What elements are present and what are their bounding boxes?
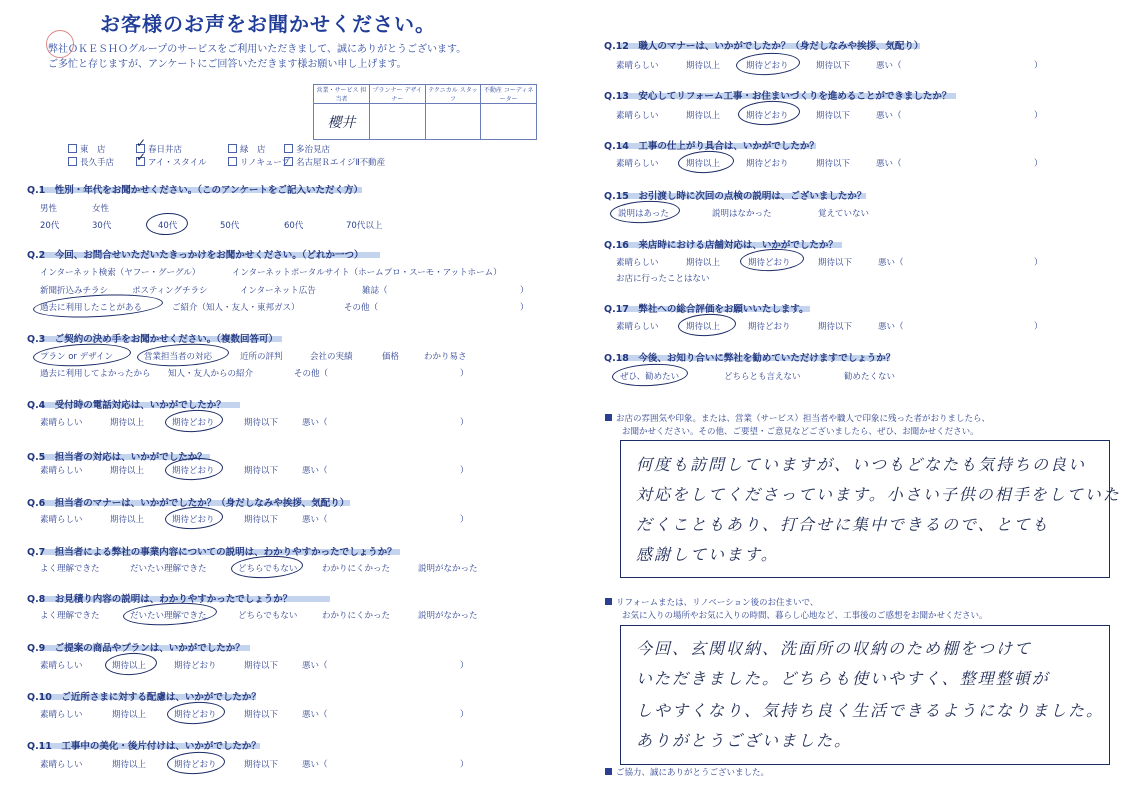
comment1-line: 対応をしてくださっています。小さい子供の相手をしていた (636, 485, 1121, 504)
check-mark-icon: ✓ (136, 150, 147, 164)
q9-option: ） (460, 661, 469, 671)
q2-option: ポスティングチラシ (132, 286, 208, 296)
q3-option: 価格 (382, 352, 400, 362)
q10-option: 素晴らしい (40, 710, 83, 720)
footer-thanks: ご協力、誠にありがとうございました。 (605, 767, 769, 780)
intro-line-2: ご多忙と存じますが、アンケートにご回答いただきます様お願い申し上げます。 (48, 59, 407, 70)
staff-realestate-cell (481, 104, 537, 140)
q5-label: Q.5 担当者の対応は、いかがでしたか？ (27, 452, 207, 463)
q8-option: 説明がなかった (418, 611, 478, 621)
answer-circle (104, 652, 157, 677)
q2-option: ） (520, 303, 529, 313)
comment2-prompt-2: お気に入りの場所やお気に入りの時間、暮らし心地など、工事後のご感想をお聞かせください。 (622, 611, 988, 621)
q18-option-selected: ぜひ、勧めたい (620, 372, 680, 382)
q2-label: Q.2 今回、お問合せいただいたきっかけをお聞かせください。（どれか一つ） (27, 250, 364, 261)
q11-label: Q.11 工事中の美化・後片付けは、いかがでしたか？ (27, 741, 261, 752)
q15-option: 覚えていない (818, 209, 870, 219)
staff-header-planner: プランナー デザイナー (369, 85, 425, 104)
q17-option-selected: 期待以上 (686, 322, 721, 332)
q1-option: 20代 (40, 221, 60, 231)
q2-option: ） (520, 286, 529, 296)
q2-option: ご紹介（知人・友人・東邦ガス） (172, 303, 300, 313)
answer-circle (739, 247, 804, 272)
answer-circle (677, 312, 736, 337)
q5-option-selected: 期待どおり (172, 466, 215, 476)
q4-option: 期待以下 (244, 418, 279, 428)
checkbox-icon (284, 144, 293, 153)
q12-option: 素晴らしい (616, 61, 659, 71)
comment1-line: 感謝しています。 (636, 545, 779, 564)
store-row-2 (68, 156, 385, 168)
q18-option: 勧めたくない (844, 372, 896, 382)
intro-line-1: 弊社ＯＫＥＳＨＯグループのサービスをご利用いただきまして、誠にありがとうございます。 (48, 44, 467, 55)
answer-circle (737, 99, 800, 126)
answer-circle (164, 408, 223, 433)
q2-option: インターネット広告 (240, 286, 316, 296)
q16-option-selected: 期待どおり (748, 258, 791, 268)
comment2-prompt-1: リフォームまたは、リノベーション後のお住まいで、 (605, 597, 818, 610)
checkbox-icon (68, 157, 77, 166)
q13-option: ） (1034, 111, 1043, 121)
staff-table (313, 84, 537, 140)
q7-option: だいたい理解できた (130, 564, 207, 574)
store-kasugai: 春日井店 (136, 143, 228, 155)
store-midori: 緑 店 (228, 143, 284, 155)
q6-option: ） (460, 515, 469, 525)
comment2-line: 今回、玄関収納、洗面所の収納のため棚をつけて (636, 639, 1033, 658)
q1-label: Q.1 性別・年代をお聞かせください。（このアンケートをご記入いただく方） (27, 185, 363, 196)
q4-label: Q.4 受付時の電話対応は、いかがでしたか？ (27, 400, 226, 411)
comment2-line: いただきました。どちらも使いやすく、整理整頓が (636, 669, 1050, 688)
store-nagakute: 長久手店 (68, 156, 136, 168)
q8-option: わかりにくかった (322, 611, 391, 621)
answer-circle (145, 212, 188, 236)
q1-option: 50代 (220, 221, 240, 231)
staff-header-sales: 営業・サービス 担当者 (314, 85, 370, 104)
q6-option-selected: 期待どおり (172, 515, 215, 525)
answer-circle (164, 505, 223, 530)
q16-label: Q.16 来店時における店舗対応は、いかがでしたか？ (604, 240, 838, 251)
q14-label: Q.14 工事の仕上がり具合は、いかがでしたか？ (604, 141, 819, 152)
q12-option: 悪い（ (876, 61, 902, 71)
q14-option: 期待以下 (816, 159, 851, 169)
store-row-1 (68, 143, 330, 155)
store-istyle: アイ・スタイル (136, 156, 228, 168)
q6-label: Q.6 担当者のマナーは、いかがでしたか？（身だしなみや挨拶、気配り） (27, 498, 350, 509)
answer-circle (611, 362, 688, 388)
q4-option: ） (460, 418, 469, 428)
q13-option: 期待以下 (816, 111, 851, 121)
q3-option: 会社の実績 (310, 352, 353, 362)
q11-option: 悪い（ (302, 760, 328, 770)
q3-option: 知人・友人からの紹介 (168, 369, 254, 379)
q3-option-selected: 営業担当者の対応 (144, 352, 213, 362)
q10-option: 期待以下 (244, 710, 279, 720)
q16-option: ） (1034, 258, 1043, 268)
q5-option: 悪い（ (302, 466, 328, 476)
comment1-prompt-1: お店の雰囲気や印象。または、営業（サービス）担当者や職人で印象に残った者がおりましたら、 (605, 413, 990, 426)
staff-technical-cell (425, 104, 481, 140)
q16-option: 期待以下 (818, 258, 853, 268)
q14-option: ） (1034, 159, 1043, 169)
comment2-line: しやすくなり、気持ち良く生活できるようになりました。 (636, 701, 1105, 720)
q7-option: わかりにくかった (322, 564, 391, 574)
q6-option: 期待以下 (244, 515, 279, 525)
bullet-icon (605, 768, 612, 775)
check-mark-icon: ✓ (136, 136, 147, 150)
q1-option-selected: 40代 (158, 221, 178, 231)
q2-option: 新聞折込みチラシ (40, 286, 109, 296)
q9-label: Q.9 ご提案の商品やプランは、いかがでしたか？ (27, 643, 245, 654)
q17-option: ） (1034, 322, 1043, 332)
q17-label: Q.17 弊社への総合評価をお願いいたします。 (604, 304, 809, 315)
q2-option: インターネットポータルサイト（ホームプロ・スーモ・アットホーム） (232, 268, 502, 278)
checkbox-icon (228, 157, 237, 166)
q10-label: Q.10 ご近所さまに対する配慮は、いかがでしたか？ (27, 692, 261, 703)
q1-option: 70代以上 (346, 221, 383, 231)
q11-option: 期待以下 (244, 760, 279, 770)
q7-option: よく理解できた (40, 564, 100, 574)
checkbox-icon (68, 144, 77, 153)
q7-option-selected: どちらでもない (238, 564, 298, 574)
q8-option-selected: だいたい理解できた (130, 611, 207, 621)
q4-option: 期待以上 (110, 418, 145, 428)
q9-option: 期待以下 (244, 661, 279, 671)
comment1-line: 何度も訪問していますが、いつもどなたも気持ちの良い (636, 455, 1087, 474)
q11-option: 期待以上 (112, 760, 147, 770)
q10-option: 悪い（ (302, 710, 328, 720)
answer-circle (166, 750, 225, 775)
q18-label: Q.18 今後、お知り合いに弊社を勧めていただけますでしょうか？ (604, 353, 896, 364)
q4-option-selected: 期待どおり (172, 418, 215, 428)
q17-option: 期待どおり (748, 322, 791, 332)
q17-option: 素晴らしい (616, 322, 659, 332)
q13-option-selected: 期待どおり (746, 111, 789, 121)
q13-option: 素晴らしい (616, 111, 659, 121)
q4-option: 悪い（ (302, 418, 328, 428)
q14-option: 悪い（ (876, 159, 902, 169)
q12-option: ） (1034, 61, 1043, 71)
staff-planner-cell (369, 104, 425, 140)
q3-option-selected: プラン or デザイン (40, 352, 114, 362)
q5-option: 期待以下 (244, 466, 279, 476)
q16-option: 素晴らしい (616, 258, 659, 268)
q6-option: 悪い（ (302, 515, 328, 525)
q13-label: Q.13 安心してリフォーム工事・お住まいづくりを進めることができましたか？ (604, 91, 952, 102)
q4-option: 素晴らしい (40, 418, 83, 428)
q8-option: どちらでもない (238, 611, 298, 621)
comment1-line: だくこともあり、打合せに集中できるので、とても (636, 515, 1050, 534)
q12-option: 期待以上 (686, 61, 721, 71)
q10-option-selected: 期待どおり (174, 710, 217, 720)
q3-option: その他（ (294, 369, 329, 379)
q2-option-selected: 過去に利用したことがある (40, 303, 143, 313)
q11-option: ） (460, 760, 469, 770)
q1-option: 男性 (40, 204, 58, 214)
comment1-prompt-2: お聞かせください。その他、ご要望・ご意見などございましたら、ぜひ、お聞かせください。 (622, 427, 979, 437)
store-nagoya: 名古屋ＲエイジⅡ不動産 (284, 158, 385, 168)
q5-option: 期待以上 (110, 466, 145, 476)
q8-option: よく理解できた (40, 611, 100, 621)
q7-option: 説明がなかった (418, 564, 478, 574)
q1-option: 女性 (92, 204, 110, 214)
q5-option: ） (460, 466, 469, 476)
q5-option: 素晴らしい (40, 466, 83, 476)
checkbox-icon (284, 157, 293, 166)
q3-option: ） (460, 369, 469, 379)
q18-option: どちらとも言えない (724, 372, 801, 382)
q13-option: 期待以上 (686, 111, 721, 121)
checkbox-icon (228, 144, 237, 153)
q14-option: 期待どおり (746, 159, 789, 169)
q12-option: 期待以下 (816, 61, 851, 71)
q2-option: 雑誌（ (362, 286, 388, 296)
q13-option: 悪い（ (876, 111, 902, 121)
store-renocube: リノキューブ (228, 156, 284, 168)
store-tajimi: 多治見店 (284, 145, 330, 155)
q2-option: インターネット検索（ヤフー・グーグル） (40, 268, 201, 278)
q8-label: Q.8 お見積り内容の説明は、わかりやすかったでしょうか？ (27, 594, 293, 605)
staff-sales-name: 櫻井 (314, 104, 370, 140)
answer-circle (609, 199, 680, 225)
answer-circle (32, 341, 131, 368)
q3-option: 近所の評判 (240, 352, 283, 362)
q16-option: 悪い（ (878, 258, 904, 268)
q6-option: 素晴らしい (40, 515, 83, 525)
q9-option-selected: 期待以上 (112, 661, 147, 671)
q3-label: Q.3 ご契約の決め手をお聞かせください。（複数回答可） (27, 334, 279, 345)
staff-header-realestate: 不動産 コーディネーター (481, 85, 537, 104)
q3-option: 過去に利用してよかったから (40, 369, 151, 379)
q10-option: 期待以上 (112, 710, 147, 720)
q7-label: Q.7 担当者による弊社の事業内容についての説明は、わかりやすかったでしょうか？ (27, 547, 397, 558)
q10-option: ） (460, 710, 469, 720)
q15-label: Q.15 お引渡し時に次回の点検の説明は、ございましたか？ (604, 191, 867, 202)
bullet-icon (605, 598, 612, 605)
store-higashi: 東 店 (68, 143, 136, 155)
q2-option: その他（ (344, 303, 379, 313)
q15-option-selected: 説明はあった (618, 209, 669, 219)
q1-option: 30代 (92, 221, 112, 231)
answer-circle (735, 51, 800, 76)
q9-option: 悪い（ (302, 661, 328, 671)
q14-option: 素晴らしい (616, 159, 659, 169)
q14-option-selected: 期待以上 (686, 159, 721, 169)
q17-option: 期待以下 (818, 322, 853, 332)
answer-circle (677, 150, 734, 175)
q3-option: わかり易さ (424, 352, 467, 362)
q6-option: 期待以上 (110, 515, 145, 525)
answer-circle (166, 700, 225, 725)
q1-option: 60代 (284, 221, 304, 231)
q11-option-selected: 期待どおり (174, 760, 217, 770)
comment2-line: ありがとうございました。 (636, 731, 853, 750)
q12-label: Q.12 職人のマナーは、いかがでしたか？（身だしなみや挨拶、気配り） (604, 41, 924, 52)
answer-circle (136, 342, 229, 369)
q11-option: 素晴らしい (40, 760, 83, 770)
q16-option: お店に行ったことはない (616, 274, 710, 284)
q12-option-selected: 期待どおり (746, 61, 789, 71)
q16-option: 期待以上 (686, 258, 721, 268)
q17-option: 悪い（ (878, 322, 904, 332)
staff-header-technical: テクニカル スタッフ (425, 85, 481, 104)
q15-option: 説明はなかった (712, 209, 772, 219)
bullet-icon (605, 414, 612, 421)
q9-option: 期待どおり (174, 661, 217, 671)
q9-option: 素晴らしい (40, 661, 83, 671)
page-title: お客様のお声をお聞かせください。 (100, 12, 436, 36)
